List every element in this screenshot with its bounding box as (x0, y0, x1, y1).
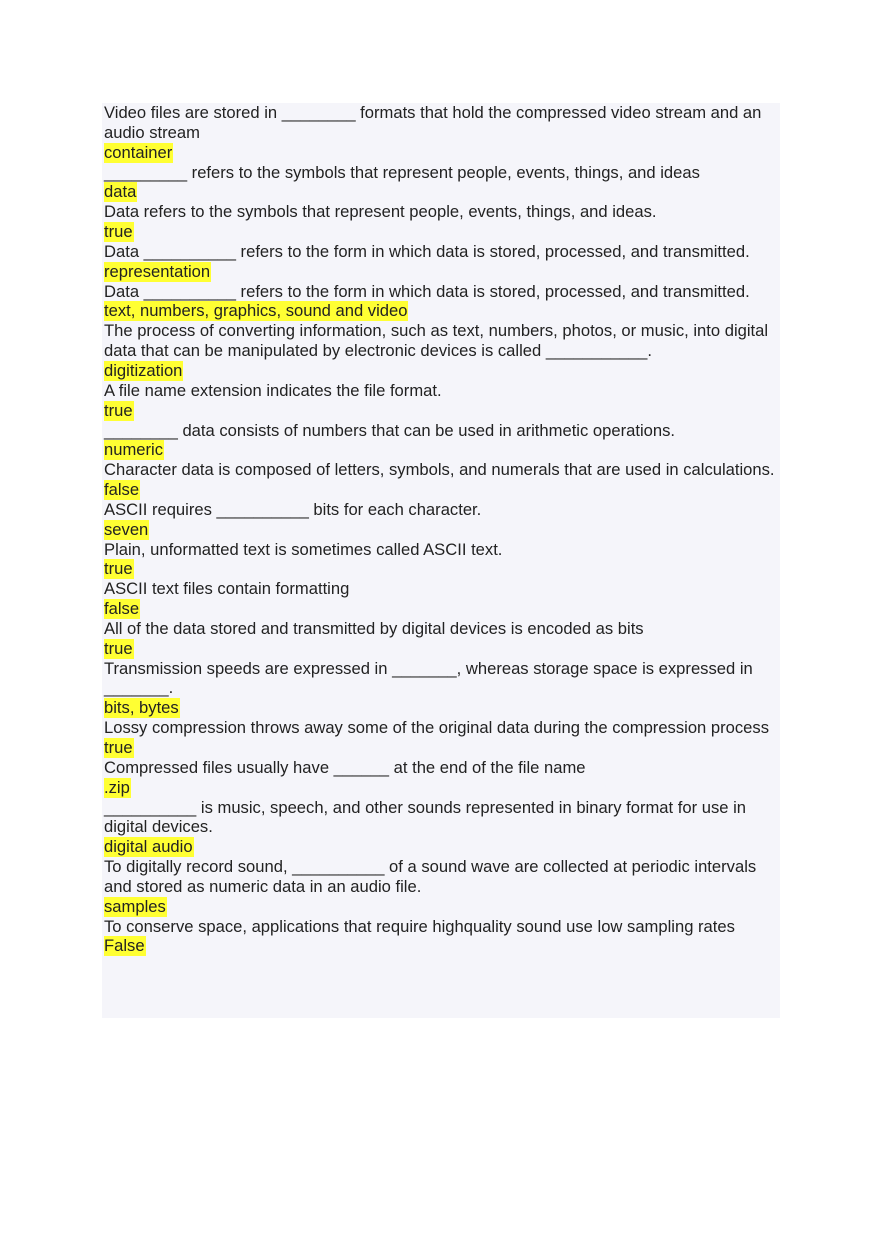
question-text: Character data is composed of letters, symbols, and numerals that are used in calculations. (104, 460, 775, 480)
qa-item (104, 282, 784, 322)
question-text: ASCII text files contain formatting (104, 579, 350, 599)
qa-item (104, 718, 784, 758)
question-text: Compressed files usually have ______ at the end of the file name (104, 757, 586, 777)
answer-highlight: true (104, 222, 133, 242)
qa-item (104, 758, 784, 798)
qa-item (104, 619, 784, 659)
answer-highlight: representation (104, 261, 211, 281)
qa-item (104, 500, 784, 540)
question-text: _________ refers to the symbols that represent people, events, things, and ideas (104, 162, 700, 182)
answer-highlight: true (104, 559, 133, 579)
answer-highlight: bits, bytes (104, 698, 179, 718)
qa-item (104, 659, 784, 719)
flashcard-list (104, 103, 784, 956)
qa-item (104, 381, 784, 421)
question-text: Data __________ refers to the form in which data is stored, processed, and transmitted. (104, 241, 750, 261)
answer-highlight: text, numbers, graphics, sound and video (104, 301, 408, 321)
qa-item (104, 579, 784, 619)
qa-item (104, 321, 784, 381)
question-text: All of the data stored and transmitted by digital devices is encoded as bits (104, 618, 644, 638)
question-text: A file name extension indicates the file format. (104, 380, 442, 400)
question-text: Data refers to the symbols that represent people, events, things, and ideas. (104, 202, 657, 222)
qa-item (104, 917, 784, 957)
question-text: Plain, unformatted text is sometimes called ASCII text. (104, 539, 503, 559)
qa-item (104, 798, 784, 858)
question-text: ASCII requires __________ bits for each character. (104, 499, 482, 519)
qa-item (104, 163, 784, 203)
qa-item (104, 421, 784, 461)
answer-highlight: false (104, 599, 140, 619)
answer-highlight: true (104, 738, 133, 757)
question-text: Video files are stored in ________ formats that hold the compressed video stream and an audio stream (104, 103, 762, 142)
answer-highlight: False (104, 936, 145, 956)
question-text: Transmission speeds are expressed in _______, whereas storage space is expressed in _______. (104, 658, 753, 698)
answer-highlight: .zip (104, 777, 130, 797)
question-text: Lossy compression throws away some of the original data during the compression process (104, 718, 769, 738)
answer-highlight: seven (104, 519, 149, 539)
qa-item (104, 857, 784, 917)
question-text: ________ data consists of numbers that can be used in arithmetic operations. (104, 420, 675, 440)
question-text: __________ is music, speech, and other sounds represented in binary format for use in digital devices. (104, 797, 747, 837)
question-text: Data __________ refers to the form in which data is stored, processed, and transmitted. (104, 281, 750, 301)
answer-highlight: digital audio (104, 837, 193, 857)
qa-item (104, 242, 784, 282)
answer-highlight: false (104, 480, 140, 500)
question-text: The process of converting information, such as text, numbers, photos, or music, into digital data that can be manipulated by electronic devices is called ___________. (104, 321, 769, 361)
question-text: To conserve space, applications that require highquality sound use low sampling rates (104, 916, 735, 936)
answer-highlight: data (104, 182, 137, 202)
qa-item (104, 460, 784, 500)
question-text: To digitally record sound, __________ of a sound wave are collected at periodic intervals and stored as numeric data in an audio file. (104, 857, 757, 896)
qa-item (104, 202, 784, 242)
answer-highlight: true (104, 638, 133, 658)
answer-highlight: true (104, 400, 133, 420)
answer-highlight: container (104, 142, 173, 162)
answer-highlight: numeric (104, 440, 164, 460)
qa-item (104, 540, 784, 580)
answer-highlight: digitization (104, 360, 183, 380)
answer-highlight: samples (104, 896, 166, 916)
qa-item (104, 103, 784, 163)
